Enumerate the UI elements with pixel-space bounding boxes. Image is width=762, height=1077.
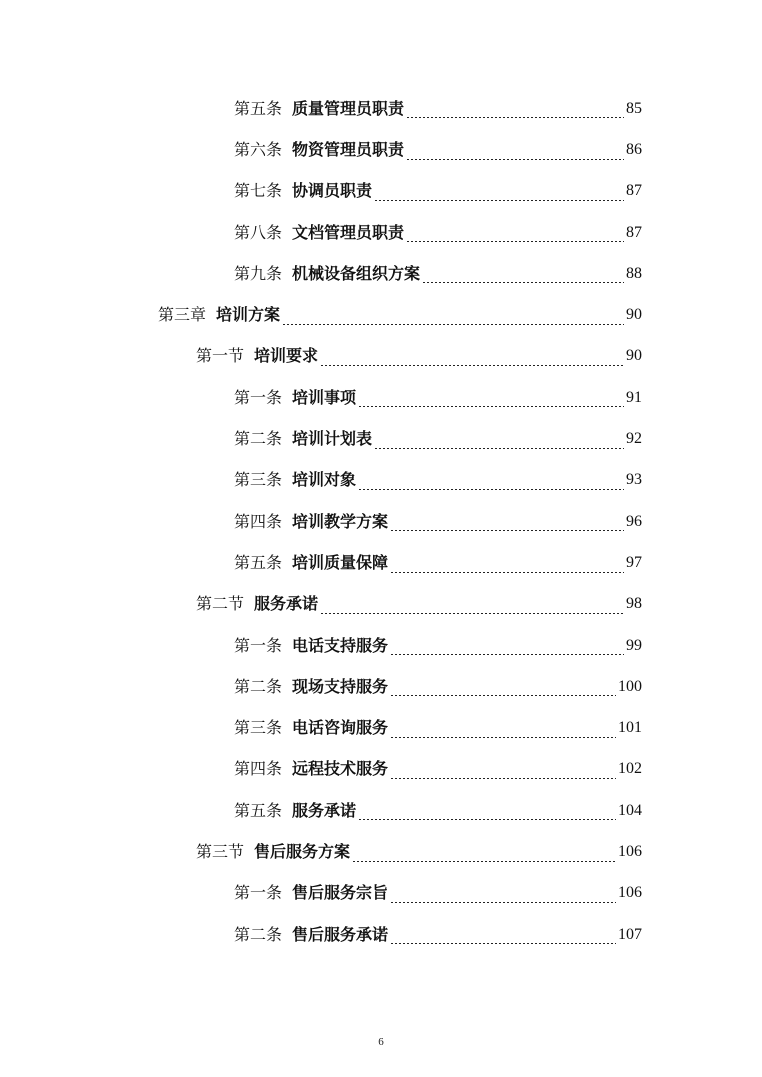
toc-entry-title: 服务承诺 — [292, 800, 357, 820]
toc-entry-title: 文档管理员职责 — [292, 222, 405, 242]
toc-entry-title: 培训质量保障 — [292, 552, 389, 572]
toc-entry-number: 第三条 — [234, 470, 283, 490]
dot-leader — [390, 778, 616, 779]
toc-entry-number: 第九条 — [234, 263, 283, 283]
toc-entry-page: 101 — [618, 719, 642, 737]
toc-entry-page: 98 — [626, 595, 642, 613]
toc-entry-title: 培训事项 — [292, 387, 357, 407]
dot-leader — [406, 117, 624, 118]
page-number: 6 — [378, 1036, 384, 1048]
toc-entry[interactable] — [0, 171, 762, 212]
table-of-contents — [0, 88, 762, 955]
toc-entry[interactable] — [0, 707, 762, 748]
dot-leader — [406, 159, 624, 160]
toc-entry-number: 第三节 — [196, 841, 245, 861]
dot-leader — [390, 654, 624, 655]
toc-entry-page: 106 — [618, 884, 642, 902]
toc-entry-number: 第四条 — [234, 511, 283, 531]
dot-leader — [390, 572, 624, 573]
toc-entry[interactable] — [0, 460, 762, 501]
toc-entry-title: 远程技术服务 — [292, 759, 389, 779]
toc-entry-page: 96 — [626, 512, 642, 530]
toc-entry-title: 售后服务宗旨 — [292, 883, 389, 903]
dot-leader — [282, 324, 624, 325]
toc-entry-title: 机械设备组织方案 — [292, 263, 421, 283]
dot-leader — [320, 613, 624, 614]
toc-entry[interactable] — [0, 212, 762, 253]
toc-entry-title: 售后服务承诺 — [292, 924, 389, 944]
dot-leader — [390, 695, 616, 696]
toc-entry-number: 第一节 — [196, 346, 245, 366]
toc-entry-page: 90 — [626, 306, 642, 324]
toc-entry-section[interactable] — [0, 336, 762, 377]
toc-entry-title: 电话咨询服务 — [292, 718, 389, 738]
toc-entry-title: 物资管理员职责 — [292, 139, 405, 159]
toc-entry-title: 培训计划表 — [292, 429, 373, 449]
toc-entry-page: 107 — [618, 925, 642, 943]
toc-entry[interactable] — [0, 418, 762, 459]
toc-entry[interactable] — [0, 129, 762, 170]
toc-entry-section[interactable] — [0, 831, 762, 872]
toc-entry-page: 102 — [618, 760, 642, 778]
toc-entry[interactable] — [0, 88, 762, 129]
toc-entry-page: 106 — [618, 842, 642, 860]
toc-entry[interactable] — [0, 625, 762, 666]
toc-entry-number: 第五条 — [234, 98, 283, 118]
toc-entry-number: 第二节 — [196, 594, 245, 614]
toc-entry-page: 93 — [626, 471, 642, 489]
toc-entry-number: 第三条 — [234, 718, 283, 738]
toc-entry-page: 99 — [626, 636, 642, 654]
dot-leader — [390, 737, 616, 738]
dot-leader — [390, 902, 616, 903]
toc-entry-chapter[interactable] — [0, 294, 762, 335]
toc-entry-number: 第四条 — [234, 759, 283, 779]
toc-entry[interactable] — [0, 253, 762, 294]
toc-entry-page: 90 — [626, 347, 642, 365]
toc-entry-page: 91 — [626, 388, 642, 406]
toc-entry[interactable] — [0, 914, 762, 955]
toc-entry-number: 第三章 — [158, 305, 207, 325]
dot-leader — [374, 200, 624, 201]
toc-entry-title: 质量管理员职责 — [292, 98, 405, 118]
toc-entry-page: 87 — [626, 182, 642, 200]
toc-entry-number: 第一条 — [234, 635, 283, 655]
toc-entry-number: 第二条 — [234, 429, 283, 449]
toc-entry[interactable] — [0, 749, 762, 790]
toc-entry-section[interactable] — [0, 584, 762, 625]
toc-entry-page: 100 — [618, 677, 642, 695]
toc-entry-number: 第五条 — [234, 800, 283, 820]
toc-entry-number: 第六条 — [234, 139, 283, 159]
dot-leader — [352, 861, 616, 862]
dot-leader — [422, 282, 624, 283]
toc-entry-title: 电话支持服务 — [292, 635, 389, 655]
toc-entry-title: 售后服务方案 — [254, 841, 351, 861]
toc-entry-page: 104 — [618, 801, 642, 819]
toc-entry-number: 第八条 — [234, 222, 283, 242]
toc-entry-page: 85 — [626, 99, 642, 117]
toc-entry-page: 86 — [626, 140, 642, 158]
toc-entry-number: 第二条 — [234, 924, 283, 944]
toc-entry-title: 现场支持服务 — [292, 676, 389, 696]
toc-entry[interactable] — [0, 377, 762, 418]
toc-entry-title: 协调员职责 — [292, 181, 373, 201]
dot-leader — [358, 406, 624, 407]
toc-entry-number: 第一条 — [234, 387, 283, 407]
toc-entry[interactable] — [0, 542, 762, 583]
dot-leader — [406, 241, 624, 242]
toc-entry[interactable] — [0, 666, 762, 707]
toc-entry-page: 97 — [626, 553, 642, 571]
toc-entry-title: 培训教学方案 — [292, 511, 389, 531]
toc-entry-number: 第五条 — [234, 552, 283, 572]
dot-leader — [374, 448, 624, 449]
dot-leader — [358, 489, 624, 490]
toc-entry[interactable] — [0, 790, 762, 831]
toc-entry-page: 92 — [626, 430, 642, 448]
toc-entry[interactable] — [0, 873, 762, 914]
dot-leader — [390, 943, 616, 944]
dot-leader — [390, 530, 624, 531]
toc-entry-number: 第一条 — [234, 883, 283, 903]
toc-entry-number: 第二条 — [234, 676, 283, 696]
toc-entry-page: 88 — [626, 264, 642, 282]
toc-entry-page: 87 — [626, 223, 642, 241]
toc-entry-title: 培训对象 — [292, 470, 357, 490]
toc-entry-title: 培训要求 — [254, 346, 319, 366]
toc-entry-number: 第七条 — [234, 181, 283, 201]
dot-leader — [358, 819, 616, 820]
toc-entry[interactable] — [0, 501, 762, 542]
toc-entry-title: 服务承诺 — [254, 594, 319, 614]
dot-leader — [320, 365, 624, 366]
toc-entry-title: 培训方案 — [216, 305, 281, 325]
